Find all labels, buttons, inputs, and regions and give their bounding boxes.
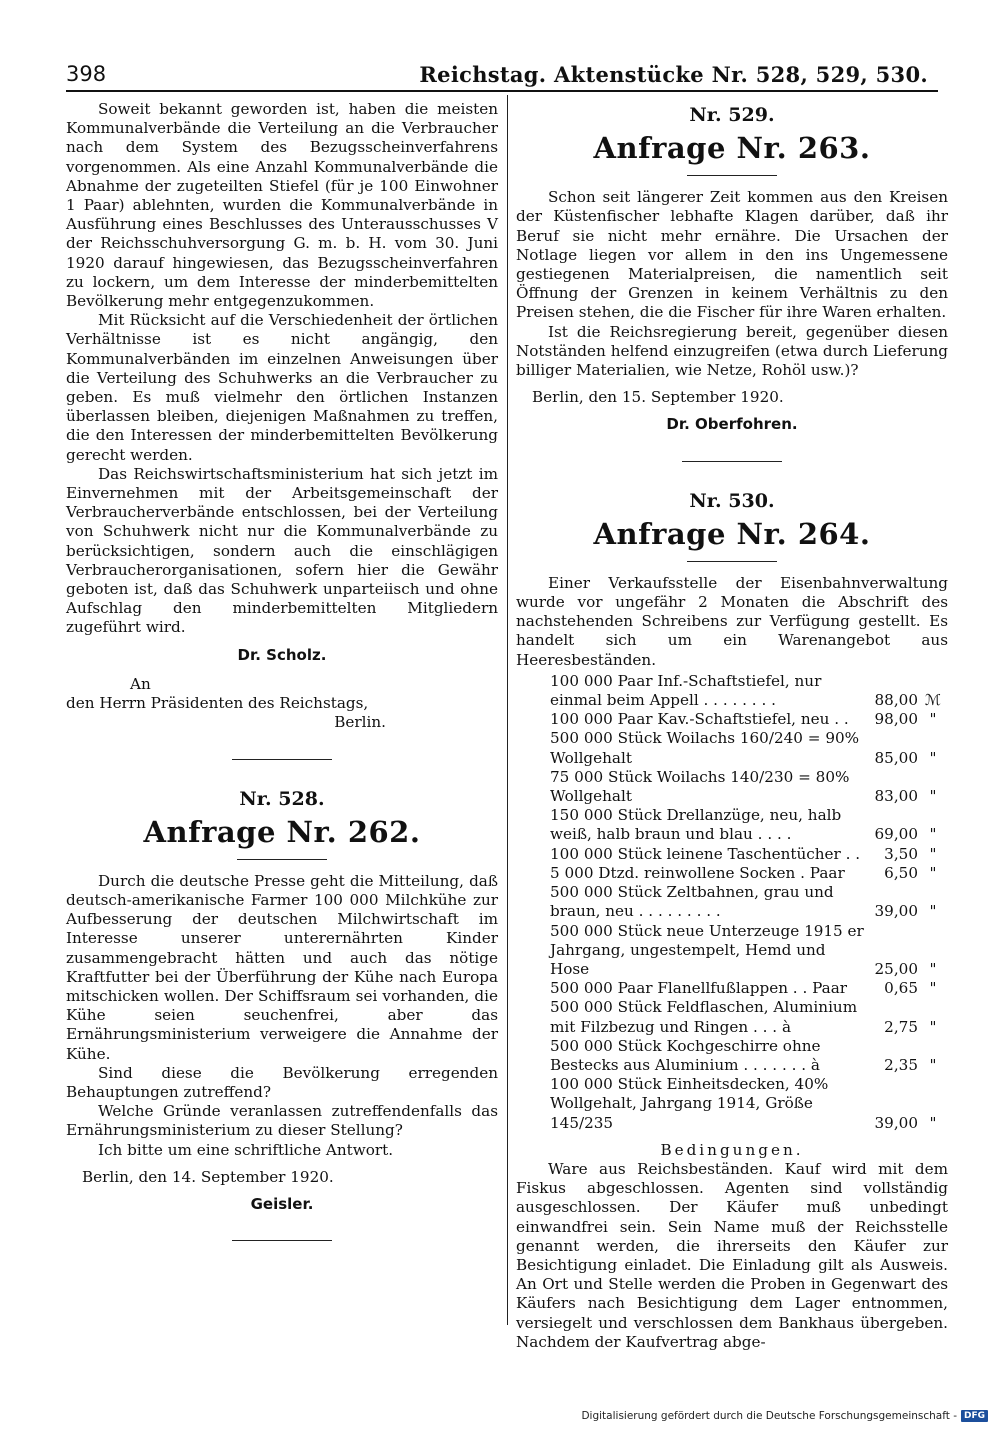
offer-description: 5 000 Dtzd. reinwollene Socken . Paar <box>550 863 845 882</box>
offer-price: 83,00 <box>874 787 918 806</box>
offer-item <box>516 768 948 806</box>
offer-unit: " <box>929 1113 937 1132</box>
paragraph: Das Reichswirtschaftsministerium hat sich jetzt im Einvernehmen mit der Arbeitsgemeinschaft der Verbraucherverbände entschlossen, bei der Verteilung von Schuhwerk nicht nur die Kommunalverbände zu berücksichtigen, sondern auch die einschlägigen Verbraucherorganisationen, sofern hier die Gewähr geboten ist, daß das Schuhwerk unparteiisch und ohne Aufschlag den minderbemittelten Mitgliedern zugeführt wird. <box>66 464 498 637</box>
paragraph: Schon seit längerer Zeit kommen aus den Kreisen der Küstenfischer lebhafte Klagen darüber, daß ihr Beruf sie nicht mehr ernähre. Die Ursachen der Notlage liegen vor allem in den ins Ungemessene gestiegenen Materialpreisen, die namentlich seit Öffnung der Grenzen in keinem Verhältnis zu den Preisen stehen, die die Fischer für ihre Waren erhalten. <box>516 188 948 322</box>
offer-price: 39,00 <box>874 902 918 921</box>
anfrage-263-heading: Anfrage Nr. 263. <box>593 131 871 166</box>
offer-unit: " <box>929 825 937 844</box>
offer-description: 75 000 Stück Woilachs 140/230 = 80% Wollgehalt <box>550 767 850 806</box>
offer-price: 98,00 <box>874 710 918 729</box>
offer-price: 0,65 <box>884 979 918 998</box>
offer-price: 85,00 <box>874 748 918 767</box>
document-number-528: Nr. 528. <box>239 787 325 810</box>
offer-unit: ℳ <box>924 691 942 710</box>
offer-description: 500 000 Stück Feldflaschen, Aluminium mit Filzbezug und Ringen . . . à <box>550 998 858 1036</box>
date-262: Berlin, den 14. September 1920. <box>82 1167 334 1186</box>
date-263: Berlin, den 15. September 1920. <box>532 388 784 407</box>
heading-rule <box>687 561 777 562</box>
signature-scholz: Dr. Scholz. <box>237 645 327 664</box>
offer-item <box>516 845 948 864</box>
offer-price: 6,50 <box>884 863 918 882</box>
offer-price: 39,00 <box>874 1113 918 1132</box>
paragraph: Sind diese die Bevölkerung erregenden Behauptungen zutreffend? <box>66 1063 498 1101</box>
offer-item <box>516 864 948 883</box>
column-divider <box>507 95 508 1325</box>
offer-item <box>516 1075 948 1133</box>
paragraph: Durch die deutsche Presse geht die Mitteilung, daß deutsch-amerikanische Farmer 100 000 Milchkühe zur Aufbesserung der deutschen Milchwirtschaft im Interesse unserer unterernährten Kinder zusammengebracht hätten und auch das nötige Kraftfutter bei der Überführung der Kühe nach Europa mitschicken wollen. Der Schiffsraum sei vorhanden, die Kühe seien seuchenfrei, aber das Ernährungsministerium verweigere die Annahme der Kühe. <box>66 871 498 1063</box>
offer-price: 69,00 <box>874 825 918 844</box>
signature-geisler: Geisler. <box>250 1194 314 1213</box>
document-number-530: Nr. 530. <box>689 489 775 512</box>
paragraph: Ich bitte um eine schriftliche Antwort. <box>98 1140 394 1159</box>
offer-price: 2,75 <box>884 1017 918 1036</box>
offer-item <box>516 922 948 980</box>
paragraph: Soweit bekannt geworden ist, haben die meisten Kommunalverbände die Verteilung an die Verbraucher nach dem System des Bezugsscheinverfahrens vorgenommen. Als eine Anzahl Kommunalverbände die Abnahme der zugeteilten Stiefel (für je 100 Einwohner 1 Paar) ablehnten, wurden die Kommunalverbände in Ausführung eines Beschlusses des Unterausschusses V der Reichsschuhversorgung G. m. b. H. vom 30. Juni 1920 darauf hingewiesen, das Bezugsscheinverfahren zu lockern, um dem Interesse der minderbemittelten Bevölkerung mehr entgegenzukommen. <box>66 100 498 311</box>
section-rule <box>682 461 782 462</box>
offer-item <box>516 672 948 710</box>
paragraph: Mit Rücksicht auf die Verschiedenheit der örtlichen Verhältnisse ist es nicht angängig, den Kommunalverbänden im einzelnen Anweisungen über die Verteilung des Schuhwerks an die Verbraucher zu geben. Es muß vielmehr den örtlichen Instanzen überlassen bleiben, diejenigen Maßnahmen zu treffen, die den Interessen der minderbemittelten Bevölkerung gerecht werden. <box>66 311 498 464</box>
offer-item <box>516 883 948 921</box>
offer-item <box>516 998 948 1036</box>
offer-price: 25,00 <box>874 959 918 978</box>
offer-description: 500 000 Stück Woilachs 160/240 = 90% Wollgehalt <box>550 729 860 767</box>
offer-description: 500 000 Stück neue Unterzeuge 1915 er Jahrgang, ungestempelt, Hemd und Hose <box>550 921 864 978</box>
offer-item <box>516 729 948 767</box>
right-column <box>516 100 948 1352</box>
offer-unit: " <box>929 902 937 921</box>
offer-description: 100 000 Stück Einheitsdecken, 40% Wollgehalt, Jahrgang 1914, Größe 145/235 <box>550 1075 829 1132</box>
offer-price: 3,50 <box>884 844 918 863</box>
offer-unit: " <box>929 863 937 882</box>
offer-description: 500 000 Paar Flanellfußlappen . . Paar <box>550 979 848 998</box>
offer-price: 2,35 <box>884 1055 918 1074</box>
offer-unit: " <box>929 748 937 767</box>
section-rule <box>232 759 332 760</box>
offer-list <box>516 672 948 1133</box>
address-an: An <box>130 674 151 693</box>
offer-description: 150 000 Stück Drellanzüge, neu, halb weiß, halb braun und blau . . . . <box>550 806 842 844</box>
offer-description: 500 000 Stück Zeltbahnen, grau und braun, neu . . . . . . . . . <box>550 883 834 921</box>
paragraph: Ware aus Reichsbeständen. Kauf wird mit dem Fiskus abgeschlossen. Agenten sind vollständig ausgeschlossen. Der Käufer muß unbedingt einwandfrei sein. Sein Name muß der Reichsstelle genannt werden, die ihrerseits den Käufer zur Besichtigung einladet. Die Einladung gilt als Ausweis. An Ort und Stelle werden die Proben in Gegenwart des Käufers nach Besichtigung dem Lager entnommen, versiegelt und verschlossen dem Bankhaus übergeben. Nachdem der Kaufvertrag abge- <box>516 1159 948 1351</box>
anfrage-262-heading: Anfrage Nr. 262. <box>143 814 421 849</box>
heading-rule <box>237 859 327 860</box>
offer-description: 500 000 Stück Kochgeschirre ohne Bestecks aus Aluminium . . . . . . . à <box>550 1036 821 1074</box>
offer-unit: " <box>929 1055 937 1074</box>
offer-unit: " <box>929 844 937 863</box>
section-rule <box>232 1240 332 1241</box>
paragraph: Welche Gründe veranlassen zutreffendenfalls das Ernährungsministerium zu dieser Stellung? <box>66 1102 498 1140</box>
offer-item <box>516 710 948 729</box>
offer-price: 88,00 <box>874 691 918 710</box>
address-recipient: den Herrn Präsidenten des Reichstags, <box>66 694 369 713</box>
address-block <box>66 675 498 733</box>
offer-item <box>516 806 948 844</box>
offer-description: 100 000 Paar Kav.-Schaftstiefel, neu . . <box>550 710 849 729</box>
offer-unit: " <box>929 979 937 998</box>
bedingungen-heading: Bedingungen. <box>660 1140 804 1159</box>
offer-unit: " <box>929 959 937 978</box>
offer-unit: " <box>929 1017 937 1036</box>
offer-item <box>516 1037 948 1075</box>
heading-rule <box>687 175 777 176</box>
address-city: Berlin. <box>334 713 386 732</box>
signature-oberfohren: Dr. Oberfohren. <box>666 415 798 434</box>
page-number: 398 <box>66 62 107 86</box>
offer-unit: " <box>929 710 937 729</box>
running-title: Reichstag. Aktenstücke Nr. 528, 529, 530. <box>419 61 928 87</box>
left-column <box>66 100 498 1271</box>
dfg-logo-icon: DFG <box>961 1410 988 1422</box>
anfrage-264-heading: Anfrage Nr. 264. <box>593 516 871 551</box>
offer-unit: " <box>929 787 937 806</box>
offer-description: 100 000 Paar Inf.-Schaftstiefel, nur einmal beim Appell . . . . . . . . <box>550 671 822 710</box>
page-header <box>66 58 938 92</box>
paragraph: Ist die Reichsregierung bereit, gegenüber diesen Notständen helfend einzugreifen (etwa durch Lieferung billiger Materialien, wie Netze, Rohöl usw.)? <box>516 322 948 380</box>
paragraph: Einer Verkaufsstelle der Eisenbahnverwaltung wurde vor ungefähr 2 Monaten die Abschrift des nachstehenden Schreibens zur Verfügung gestellt. Es handelt sich um ein Warenangebot aus Heeresbeständen. <box>516 573 948 669</box>
offer-description: 100 000 Stück leinene Taschentücher . . <box>550 844 861 863</box>
footer-text: Digitalisierung gefördert durch die Deutsche Forschungsgemeinschaft - <box>581 1410 957 1422</box>
document-number-529: Nr. 529. <box>689 104 775 126</box>
digitization-footer <box>581 1410 988 1422</box>
offer-item <box>516 979 948 998</box>
